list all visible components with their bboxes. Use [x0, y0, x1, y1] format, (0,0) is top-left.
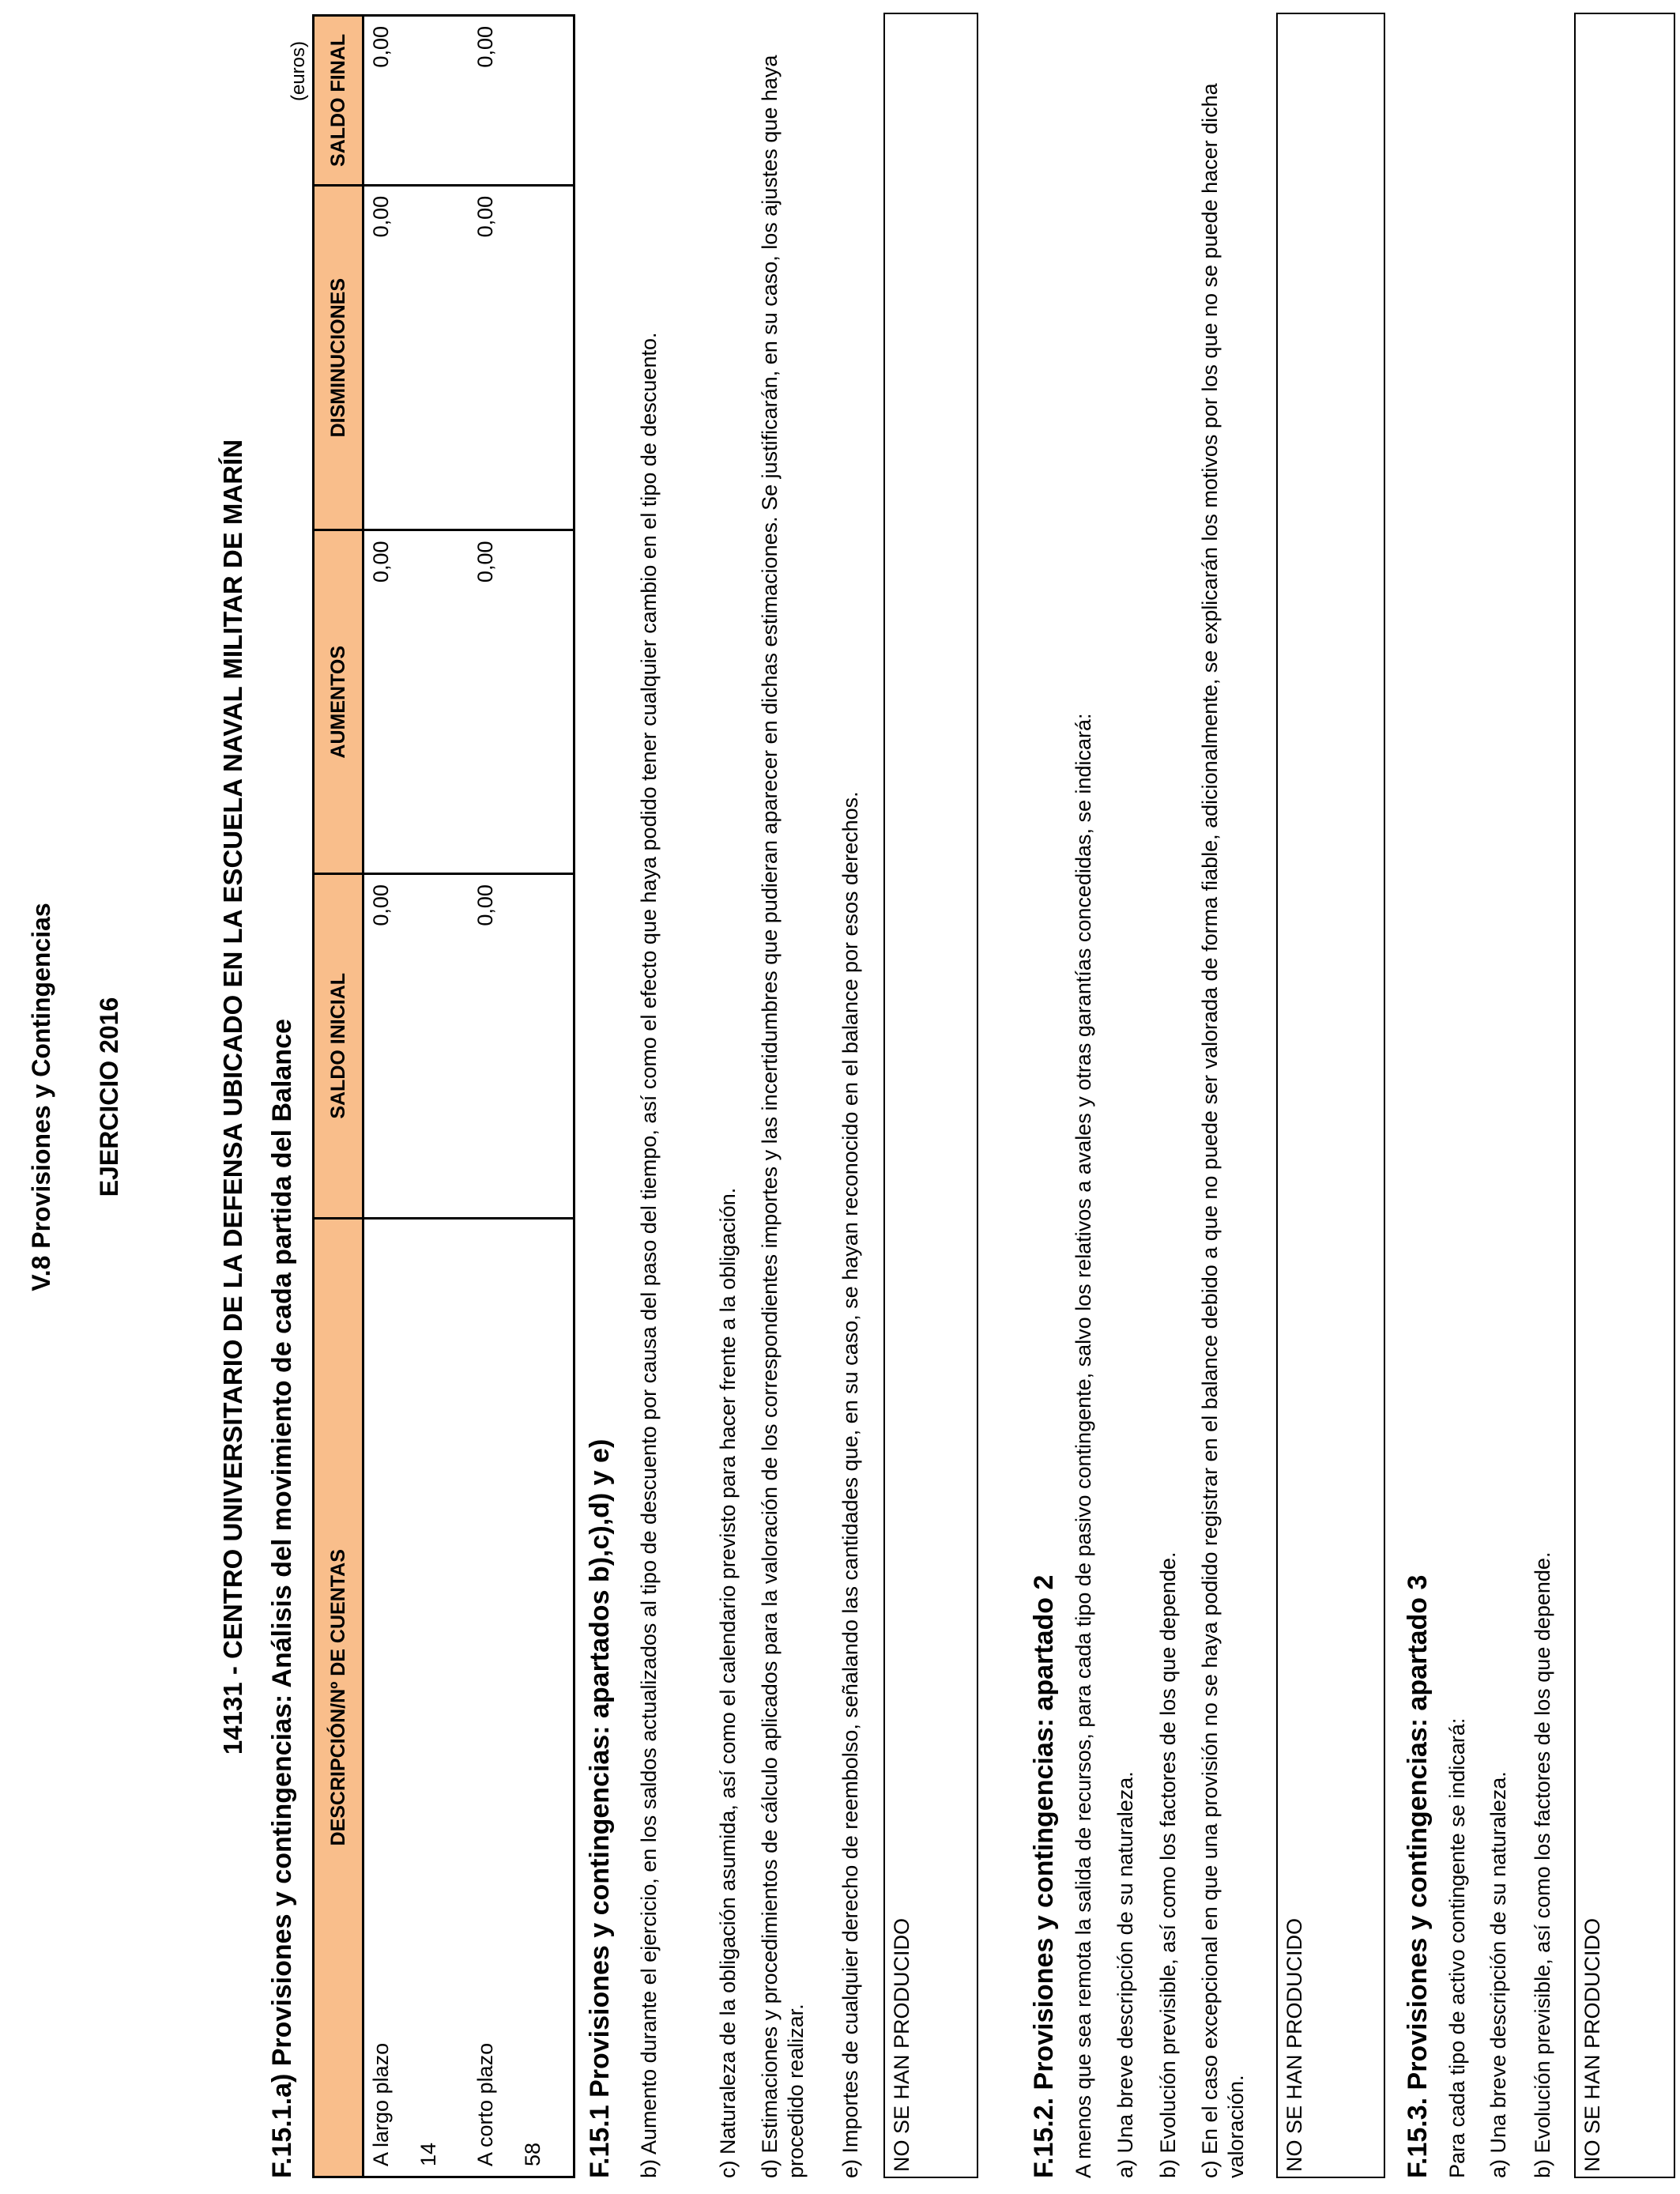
col-header-disminuciones: DISMINUCIONES — [314, 185, 363, 530]
f153-intro: Para cada tipo de activo contingente se indicará: — [1445, 1717, 1469, 2178]
f151a-heading: F.15.1.a) Provisiones y contingencias: Análisis del movimiento de cada partida del Balance — [267, 1019, 297, 2178]
f151-para-c: c) Naturaleza de la obligación asumida, así como el calendario previsto para hacer frente a la obligación. — [716, 1187, 740, 2178]
row-description: A corto plazo — [473, 2042, 497, 2166]
f151-heading: F.15.1 Provisiones y contingencias: apartados b),c),d) y e) — [585, 1438, 615, 2178]
section-title: V.8 Provisiones y Contingencias — [27, 903, 55, 1291]
col-header-saldo-final: SALDO FINAL — [314, 16, 363, 186]
f153-item-a: a) Una breve descripción de su naturaleza. — [1486, 1771, 1510, 2178]
col-header-aumentos: AUMENTOS — [314, 530, 363, 874]
f152-item-b: b) Evolución previsible, así como los factores de los que depende. — [1156, 1551, 1180, 2178]
f151-para-b: b) Aumento durante el ejercicio, en los saldos actualizados al tipo de descuento por causa del paso del tiempo, así como el efecto que haya podido tener cualquier cambio en el tipo de descuento. — [637, 332, 661, 2178]
f151-para-e: e) Importes de cualquier derecho de reembolso, señalando las cantidades que, en su caso, se hayan reconocido en el balance por esos derechos. — [838, 791, 862, 2178]
f151-para-d: d) Estimaciones y procedimientos de cálculo aplicados para la valoración de los correspondientes importes y las incertidumbres que pudieran aparecer en dichas estimaciones. Se justificarán, en su caso, los ajustes que haya procedido realizar. — [758, 55, 808, 2178]
row-saldo-inicial: 0,00 — [363, 874, 469, 1218]
row-description-cell — [363, 1218, 469, 2177]
organization-title: 14131 - CENTRO UNIVERSITARIO DE LA DEFENSA UBICADO EN LA ESCUELA NAVAL MILITAR DE MARÍN — [218, 439, 247, 1755]
row-aumentos: 0,00 — [469, 530, 574, 874]
row-saldo-inicial: 0,00 — [469, 874, 574, 1218]
units-label: (euros) — [288, 40, 309, 101]
table-header-row — [314, 16, 363, 2177]
row-disminuciones: 0,00 — [363, 185, 469, 530]
col-header-saldo-inicial: SALDO INICIAL — [314, 874, 363, 1218]
row-description: A largo plazo — [369, 2042, 393, 2166]
table-row — [469, 16, 574, 2177]
table-row — [363, 16, 469, 2177]
exercise-title: EJERCICIO 2016 — [95, 997, 123, 1197]
f152-heading: F.15.2. Provisiones y contingencias: apartado 2 — [1029, 1574, 1059, 2178]
row-description-cell — [469, 1218, 574, 2177]
f153-heading: F.15.3. Provisiones y contingencias: apartado 3 — [1403, 1574, 1433, 2178]
provisions-table — [312, 14, 575, 2178]
f151-answer-box: NO SE HAN PRODUCIDO — [883, 13, 978, 2178]
row-account: 14 — [416, 2142, 440, 2166]
f153-item-b: b) Evolución previsible, así como los factores de los que depende. — [1531, 1551, 1554, 2178]
f152-answer-box: NO SE HAN PRODUCIDO — [1276, 13, 1385, 2178]
row-aumentos: 0,00 — [363, 530, 469, 874]
row-saldo-final: 0,00 — [363, 16, 469, 186]
f152-item-a: a) Una breve descripción de su naturaleza. — [1113, 1771, 1137, 2178]
row-disminuciones: 0,00 — [469, 185, 574, 530]
f152-intro: A menos que sea remota la salida de recursos, para cada tipo de pasivo contingente, salvo los relativos a avales y otras garantías concedidas, se indicará: — [1072, 713, 1095, 2178]
col-header-description: DESCRIPCIÓN/Nº DE CUENTAS — [314, 1218, 363, 2177]
f153-answer-box: NO SE HAN PRODUCIDO — [1574, 13, 1675, 2178]
row-saldo-final: 0,00 — [469, 16, 574, 186]
f152-item-c: c) En el caso excepcional en que una provisión no se haya podido registrar en el balance debido a que no puede ser valorada de forma fiable, adicionalmente, se explicarán los motivos por los que no se puede hacer dicha valoración. — [1198, 83, 1248, 2178]
row-account: 58 — [521, 2142, 544, 2166]
